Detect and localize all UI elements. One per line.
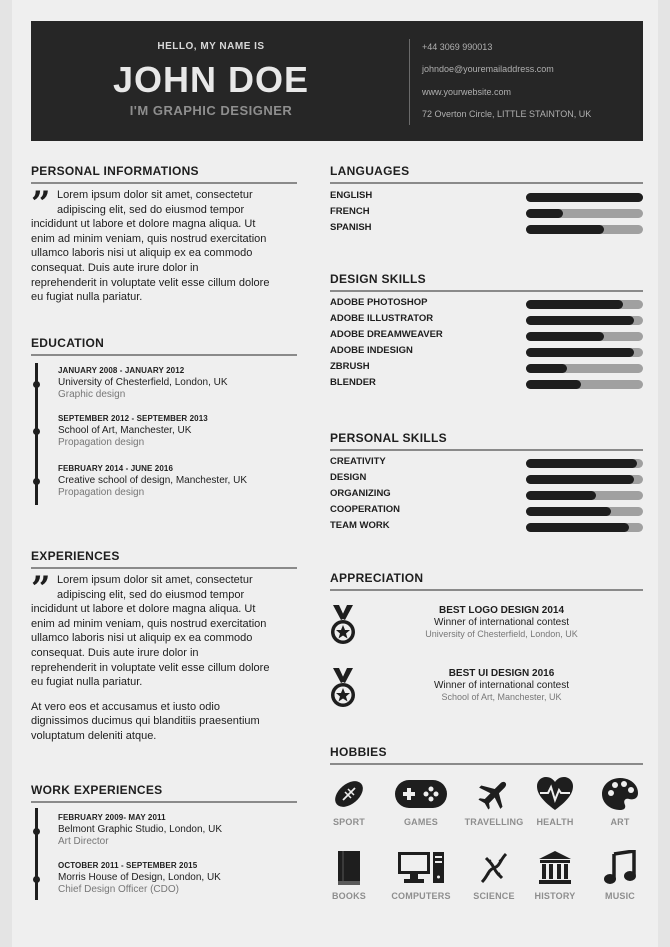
skill-row	[330, 376, 643, 392]
skill-bar-fill	[526, 316, 634, 325]
job-title: I'M GRAPHIC DESIGNER	[129, 103, 293, 118]
education-item: FEBRUARY 2014 - JUNE 2016 Creative school of design, Manchester, UK Propagation design	[58, 464, 247, 498]
timeline-dot	[33, 828, 40, 835]
skill-bar-track	[526, 348, 643, 357]
skill-row	[330, 455, 643, 471]
hobby-travelling: TRAVELLING	[464, 776, 524, 827]
skill-row	[330, 344, 643, 360]
hobby-books: BOOKS	[319, 850, 379, 901]
skill-bar-track	[526, 491, 643, 500]
work-item: FEBRUARY 2009- MAY 2011 Belmont Graphic Studio, London, UK Art Director	[58, 813, 222, 847]
skill-name: BLENDER	[330, 377, 376, 388]
heart-pulse-icon	[536, 776, 574, 812]
skill-bar-track	[526, 523, 643, 532]
contact-phone: +44 3069 990013	[422, 42, 493, 52]
airplane-icon	[476, 776, 512, 812]
section-rule	[330, 290, 643, 292]
hobby-history: HISTORY	[525, 850, 585, 901]
skill-name: ADOBE DREAMWEAVER	[330, 329, 443, 340]
hobby-health: HEALTH	[525, 776, 585, 827]
timeline-dot	[33, 381, 40, 388]
section-title-personal-skills: PERSONAL SKILLS	[330, 431, 447, 445]
skill-bar-fill	[526, 225, 604, 234]
section-title-experiences: EXPERIENCES	[31, 549, 120, 563]
skill-name: ORGANIZING	[330, 488, 391, 499]
hobby-art: ART	[590, 776, 650, 827]
section-title-appreciation: APPRECIATION	[330, 571, 424, 585]
skill-bar-track	[526, 459, 643, 468]
person-name: JOHN DOE	[112, 59, 310, 100]
experiences-text: Lorem ipsum dolor sit amet, consectetur adipiscing elit, sed do eiusmod tempor incididunt ut labore et dolore magna aliqua. Ut enim ad minim veniam, quis nostrud exercitation ullamco laboris nisi ut aliquip ex ea commodo consequat. Duis aute irure dolor in reprehenderit in voluptate velit esse cillum dolore eu fugiat nulla pariatur. At vero eos et accusamus et iusto odio dignissimos ducimus qui blanditiis praesentium voluptatum deleniti atque.	[31, 574, 270, 742]
section-title-design-skills: DESIGN SKILLS	[330, 272, 426, 286]
hobby-games: GAMES	[391, 776, 451, 827]
football-icon	[331, 776, 367, 812]
skill-name: DESIGN	[330, 472, 367, 483]
skill-name: TEAM WORK	[330, 520, 390, 531]
skill-row	[330, 221, 643, 237]
section-rule	[330, 763, 643, 765]
skill-bar-fill	[526, 491, 596, 500]
skill-bar-track	[526, 364, 643, 373]
skill-name: CREATIVITY	[330, 456, 386, 467]
section-rule	[31, 801, 297, 803]
skill-name: SPANISH	[330, 222, 372, 233]
hobby-computers: COMPUTERS	[391, 850, 451, 901]
personal-text: Lorem ipsum dolor sit amet, consectetur adipiscing elit, sed do eiusmod tempor incididunt ut labore et dolore magna aliqua. Ut enim ad minim veniam, quis nostrud exercitation ullamco laboris nisi ut aliquip ex ea commodo consequat. Duis aute irure dolor in reprehenderit in voluptate velit esse cillum dolore eu fugiat nulla pariatur.	[31, 189, 270, 304]
skill-name: ADOBE PHOTOSHOP	[330, 297, 428, 308]
section-title-languages: LANGUAGES	[330, 164, 410, 178]
book-icon	[334, 850, 364, 886]
skill-bar-track	[526, 209, 643, 218]
timeline-dot	[33, 478, 40, 485]
skill-bar-fill	[526, 209, 563, 218]
work-item: OCTOBER 2011 - SEPTEMBER 2015 Morris House of Design, London, UK Chief Design Officer (CDO)	[58, 861, 221, 895]
section-rule	[330, 182, 643, 184]
skill-bar-track	[526, 316, 643, 325]
skill-row	[330, 360, 643, 376]
hobby-music: MUSIC	[590, 850, 650, 901]
skill-bar-fill	[526, 332, 604, 341]
skill-row	[330, 312, 643, 328]
quote-icon: ”	[31, 569, 51, 609]
skill-name: ENGLISH	[330, 190, 373, 201]
section-title-hobbies: HOBBIES	[330, 745, 387, 759]
section-rule	[330, 589, 643, 591]
skill-bar-fill	[526, 507, 611, 516]
gamepad-icon	[393, 776, 449, 812]
dna-icon	[476, 850, 512, 886]
skill-bar-track	[526, 225, 643, 234]
skill-bar-track	[526, 193, 643, 202]
contact-email[interactable]: johndoe@youremailaddress.com	[422, 64, 554, 75]
section-rule	[31, 354, 297, 356]
contact-address: 72 Overton Circle, LITTLE STAINTON, UK	[422, 108, 592, 119]
skill-row	[330, 205, 643, 221]
skill-bar-fill	[526, 193, 643, 202]
contact-list	[422, 39, 591, 128]
skill-bar-fill	[526, 459, 637, 468]
skill-name: FRENCH	[330, 206, 370, 217]
skill-row	[330, 503, 643, 519]
skill-row	[330, 487, 643, 503]
skill-name: ZBRUSH	[330, 361, 370, 372]
skill-row	[330, 328, 643, 344]
skill-bar-track	[526, 300, 643, 309]
section-rule	[31, 182, 297, 184]
skill-name: ADOBE INDESIGN	[330, 345, 413, 356]
section-title-education: EDUCATION	[31, 336, 105, 350]
skill-bar-track	[526, 332, 643, 341]
timeline-dot	[33, 428, 40, 435]
skill-bar-fill	[526, 475, 634, 484]
skill-bar-fill	[526, 523, 629, 532]
medal-icon	[330, 605, 356, 645]
header-divider	[409, 39, 410, 125]
hobby-sport: SPORT	[319, 776, 379, 827]
skill-bar-fill	[526, 300, 623, 309]
skill-bar-fill	[526, 364, 567, 373]
section-rule	[330, 449, 643, 451]
museum-icon	[537, 850, 573, 886]
computer-icon	[396, 850, 446, 886]
contact-website[interactable]: www.yourwebsite.com	[422, 86, 512, 97]
skill-bar-track	[526, 475, 643, 484]
quote-icon: ”	[31, 184, 51, 224]
skill-bar-fill	[526, 380, 581, 389]
hello-text: HELLO, MY NAME IS	[157, 41, 265, 52]
section-title-work: WORK EXPERIENCES	[31, 783, 163, 797]
skill-row	[330, 471, 643, 487]
section-title-personal: PERSONAL INFORMATIONS	[31, 164, 199, 178]
hobby-science: SCIENCE	[464, 850, 524, 901]
timeline-dot	[33, 876, 40, 883]
skill-row	[330, 519, 643, 535]
skill-bar-track	[526, 507, 643, 516]
music-note-icon	[602, 850, 638, 886]
medal-icon	[330, 668, 356, 708]
work-timeline	[35, 808, 38, 900]
skill-bar-track	[526, 380, 643, 389]
skill-row	[330, 189, 643, 205]
education-item: SEPTEMBER 2012 - SEPTEMBER 2013 School of Art, Manchester, UK Propagation design	[58, 414, 208, 448]
skill-name: COOPERATION	[330, 504, 401, 515]
resume-header	[31, 21, 643, 141]
palette-icon	[601, 776, 639, 812]
skill-name: ADOBE ILLUSTRATOR	[330, 313, 434, 324]
skill-bar-fill	[526, 348, 634, 357]
skill-row	[330, 296, 643, 312]
section-rule	[31, 567, 297, 569]
education-item: JANUARY 2008 - JANUARY 2012 University of Chesterfield, London, UK Graphic design	[58, 366, 228, 400]
